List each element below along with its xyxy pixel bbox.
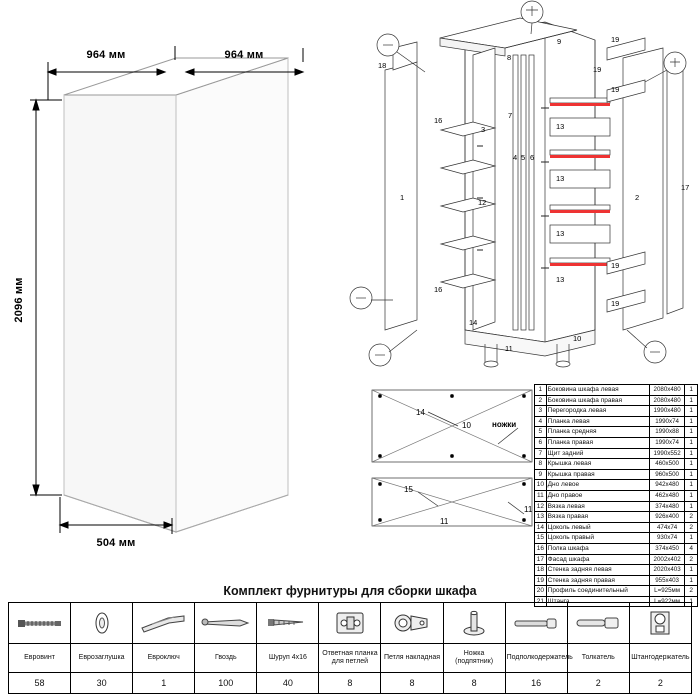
part-qty-cell: 1 bbox=[685, 533, 698, 544]
fitting-name: Еврозаглушка bbox=[71, 644, 133, 673]
part-size-cell: 460х500 bbox=[649, 459, 685, 470]
svg-text:13: 13 bbox=[556, 275, 565, 284]
part-n-cell: 12 bbox=[535, 501, 547, 512]
part-size-cell: 942х480 bbox=[649, 480, 685, 491]
table-row bbox=[535, 522, 698, 533]
part-name-cell: Перегородка левая bbox=[546, 406, 649, 417]
table-row bbox=[535, 501, 698, 512]
table-row bbox=[535, 533, 698, 544]
fitting-count: 1 bbox=[133, 673, 195, 694]
table-row bbox=[535, 406, 698, 417]
svg-text:1: 1 bbox=[400, 193, 405, 202]
part-qty-cell: 1 bbox=[685, 575, 698, 586]
table-row bbox=[535, 490, 698, 501]
fitting-name: Штангодержатель bbox=[629, 644, 691, 673]
svg-text:17: 17 bbox=[681, 183, 690, 192]
foot-icon bbox=[443, 603, 505, 644]
part-n-cell: 8 bbox=[535, 459, 547, 470]
fitting-count: 40 bbox=[257, 673, 319, 694]
hinge-plate-icon bbox=[319, 603, 381, 644]
svg-text:12: 12 bbox=[478, 198, 487, 207]
part-qty-cell: 1 bbox=[685, 427, 698, 438]
table-row bbox=[535, 427, 698, 438]
part-name-cell: Вязка правая bbox=[546, 512, 649, 523]
svg-text:7: 7 bbox=[508, 111, 513, 120]
part-qty-cell: 4 bbox=[685, 543, 698, 554]
part-name-cell: Крышка правая bbox=[546, 469, 649, 480]
part-name-cell: Полка шкафа bbox=[546, 543, 649, 554]
part-qty-cell: 1 bbox=[685, 490, 698, 501]
svg-text:19: 19 bbox=[611, 35, 620, 44]
part-n-cell: 7 bbox=[535, 448, 547, 459]
fitting-count: 2 bbox=[567, 673, 629, 694]
part-name-cell: Стенка задняя правая bbox=[546, 575, 649, 586]
table-row bbox=[535, 512, 698, 523]
part-qty-cell: 2 bbox=[685, 554, 698, 565]
part-size-cell: 1990х552 bbox=[649, 448, 685, 459]
euro-key-icon bbox=[133, 603, 195, 644]
svg-text:11: 11 bbox=[505, 344, 513, 353]
part-name-cell: Профиль соединительный bbox=[546, 586, 649, 597]
part-size-cell: 374х450 bbox=[649, 543, 685, 554]
part-n-cell: 16 bbox=[535, 543, 547, 554]
part-qty-cell: 1 bbox=[685, 406, 698, 417]
part-name-cell: Цоколь левый bbox=[546, 522, 649, 533]
svg-text:18: 18 bbox=[378, 61, 387, 70]
part-n-cell: 18 bbox=[535, 565, 547, 576]
table-row bbox=[535, 459, 698, 470]
part-qty-cell: 1 bbox=[685, 501, 698, 512]
backpanel-label-11: 11 bbox=[524, 505, 533, 514]
part-size-cell: 1990х480 bbox=[649, 406, 685, 417]
pusher-icon bbox=[567, 603, 629, 644]
exploded-assembly-diagram bbox=[345, 0, 700, 380]
fitting-name: Шуруп 4х16 bbox=[257, 644, 319, 673]
part-name-cell: Планка правая bbox=[546, 437, 649, 448]
fitting-name: Подполкодержатель bbox=[505, 644, 567, 673]
part-name-cell: Крышка левая bbox=[546, 459, 649, 470]
backpanel-label-feet: ножки bbox=[492, 420, 517, 429]
svg-text:19: 19 bbox=[593, 65, 602, 74]
svg-text:16: 16 bbox=[434, 285, 443, 294]
fittings-kit-title: Комплект фурнитуры для сборки шкафа bbox=[223, 584, 477, 598]
svg-text:19: 19 bbox=[611, 85, 620, 94]
part-qty-cell: 1 bbox=[685, 459, 698, 470]
fitting-count: 16 bbox=[505, 673, 567, 694]
part-size-cell: 2080х480 bbox=[649, 385, 685, 396]
hinge-icon bbox=[381, 603, 443, 644]
table-row bbox=[535, 448, 698, 459]
svg-text:19: 19 bbox=[611, 261, 620, 270]
part-size-cell: L=922мм bbox=[649, 596, 685, 607]
fitting-name: Евровинт bbox=[9, 644, 71, 673]
screw-icon bbox=[257, 603, 319, 644]
part-qty-cell: 2 bbox=[685, 522, 698, 533]
svg-text:9: 9 bbox=[557, 37, 562, 46]
part-name-cell: Планка левая bbox=[546, 416, 649, 427]
part-qty-cell: 1 bbox=[685, 480, 698, 491]
part-size-cell: 960х500 bbox=[649, 469, 685, 480]
part-qty-cell: 2 bbox=[685, 586, 698, 597]
svg-text:13: 13 bbox=[556, 122, 565, 131]
part-name-cell: Щит задний bbox=[546, 448, 649, 459]
part-name-cell: Штанга bbox=[546, 596, 649, 607]
svg-text:13: 13 bbox=[556, 174, 565, 183]
table-row bbox=[535, 565, 698, 576]
part-size-cell: 1990х74 bbox=[649, 416, 685, 427]
part-n-cell: 4 bbox=[535, 416, 547, 427]
fitting-count: 8 bbox=[381, 673, 443, 694]
svg-text:16: 16 bbox=[434, 116, 443, 125]
part-n-cell: 11 bbox=[535, 490, 547, 501]
depth-dimension: 504 мм bbox=[96, 537, 136, 549]
svg-text:10: 10 bbox=[573, 334, 582, 343]
part-n-cell: 21 bbox=[535, 596, 547, 607]
euro-screw-icon bbox=[9, 603, 71, 644]
table-row bbox=[535, 437, 698, 448]
part-n-cell: 2 bbox=[535, 395, 547, 406]
table-row bbox=[535, 469, 698, 480]
part-qty-cell: 1 bbox=[685, 416, 698, 427]
shelf-holder-icon bbox=[505, 603, 567, 644]
part-n-cell: 5 bbox=[535, 427, 547, 438]
svg-text:5: 5 bbox=[521, 153, 526, 162]
part-n-cell: 9 bbox=[535, 469, 547, 480]
part-name-cell: Боковина шкафа правая bbox=[546, 395, 649, 406]
fitting-name: Ответная планка для петлей bbox=[319, 644, 381, 673]
part-size-cell: 926х400 bbox=[649, 512, 685, 523]
part-qty-cell: 1 bbox=[685, 448, 698, 459]
height-dimension: 2096 мм bbox=[13, 277, 25, 323]
part-n-cell: 1 bbox=[535, 385, 547, 396]
part-qty-cell: 1 bbox=[685, 565, 698, 576]
part-name-cell: Стенка задняя левая bbox=[546, 565, 649, 576]
fittings-kit-table bbox=[8, 602, 692, 694]
part-n-cell: 6 bbox=[535, 437, 547, 448]
parts-list-table bbox=[534, 384, 698, 607]
fitting-count: 100 bbox=[195, 673, 257, 694]
table-row bbox=[535, 416, 698, 427]
svg-text:2: 2 bbox=[635, 193, 640, 202]
part-qty-cell: 1 bbox=[685, 596, 698, 607]
part-size-cell: 374х480 bbox=[649, 501, 685, 512]
width-right-dimension: 964 мм bbox=[224, 49, 264, 61]
svg-text:8: 8 bbox=[507, 53, 512, 62]
part-size-cell: L=925мм bbox=[649, 586, 685, 597]
svg-text:6: 6 bbox=[530, 153, 535, 162]
part-name-cell: Цоколь правый bbox=[546, 533, 649, 544]
cabinet-overview-diagram bbox=[0, 0, 345, 560]
part-qty-cell: 2 bbox=[685, 512, 698, 523]
fitting-name: Толкатель bbox=[567, 644, 629, 673]
width-left-dimension: 964 мм bbox=[86, 49, 126, 61]
backpanel-label-14: 14 bbox=[416, 408, 425, 417]
part-n-cell: 10 bbox=[535, 480, 547, 491]
backpanel-label-10: 10 bbox=[462, 421, 471, 430]
svg-text:3: 3 bbox=[481, 125, 486, 134]
part-size-cell: 930х74 bbox=[649, 533, 685, 544]
table-row bbox=[535, 395, 698, 406]
fitting-count: 2 bbox=[629, 673, 691, 694]
fitting-count: 8 bbox=[319, 673, 381, 694]
table-row bbox=[535, 385, 698, 396]
fittings-kit-section bbox=[8, 584, 692, 694]
svg-text:4: 4 bbox=[513, 153, 518, 162]
table-row bbox=[535, 554, 698, 565]
fitting-name: Евроключ bbox=[133, 644, 195, 673]
part-name-cell: Дно правое bbox=[546, 490, 649, 501]
part-size-cell: 2020х403 bbox=[649, 565, 685, 576]
svg-text:19: 19 bbox=[611, 299, 620, 308]
fitting-count: 8 bbox=[443, 673, 505, 694]
part-size-cell: 474х74 bbox=[649, 522, 685, 533]
table-row bbox=[535, 480, 698, 491]
table-row bbox=[535, 543, 698, 554]
part-qty-cell: 1 bbox=[685, 437, 698, 448]
fitting-name: Петля накладная bbox=[381, 644, 443, 673]
part-n-cell: 15 bbox=[535, 533, 547, 544]
fitting-name: Ножка (подпятник) bbox=[443, 644, 505, 673]
svg-text:13: 13 bbox=[556, 229, 565, 238]
part-n-cell: 3 bbox=[535, 406, 547, 417]
fitting-count: 58 bbox=[9, 673, 71, 694]
euro-cap-icon bbox=[71, 603, 133, 644]
part-size-cell: 1990х88 bbox=[649, 427, 685, 438]
part-qty-cell: 1 bbox=[685, 469, 698, 480]
fitting-count: 30 bbox=[71, 673, 133, 694]
part-name-cell: Дно левое bbox=[546, 480, 649, 491]
part-n-cell: 14 bbox=[535, 522, 547, 533]
part-size-cell: 2080х480 bbox=[649, 395, 685, 406]
nail-icon bbox=[195, 603, 257, 644]
part-size-cell: 955х403 bbox=[649, 575, 685, 586]
part-size-cell: 462х480 bbox=[649, 490, 685, 501]
part-name-cell: Вязка левая bbox=[546, 501, 649, 512]
part-n-cell: 17 bbox=[535, 554, 547, 565]
part-qty-cell: 1 bbox=[685, 395, 698, 406]
part-n-cell: 19 bbox=[535, 575, 547, 586]
part-n-cell: 20 bbox=[535, 586, 547, 597]
part-n-cell: 13 bbox=[535, 512, 547, 523]
part-name-cell: Планка средняя bbox=[546, 427, 649, 438]
part-size-cell: 2002х402 bbox=[649, 554, 685, 565]
part-size-cell: 1990х74 bbox=[649, 437, 685, 448]
part-name-cell: Боковина шкафа левая bbox=[546, 385, 649, 396]
backpanel-label-15: 15 bbox=[404, 485, 413, 494]
part-name-cell: Фасад шкафа bbox=[546, 554, 649, 565]
fitting-name: Гвоздь bbox=[195, 644, 257, 673]
rod-holder-icon bbox=[629, 603, 691, 644]
svg-text:14: 14 bbox=[469, 318, 478, 327]
backpanel-label-11b: 11 bbox=[440, 517, 449, 526]
part-qty-cell: 1 bbox=[685, 385, 698, 396]
